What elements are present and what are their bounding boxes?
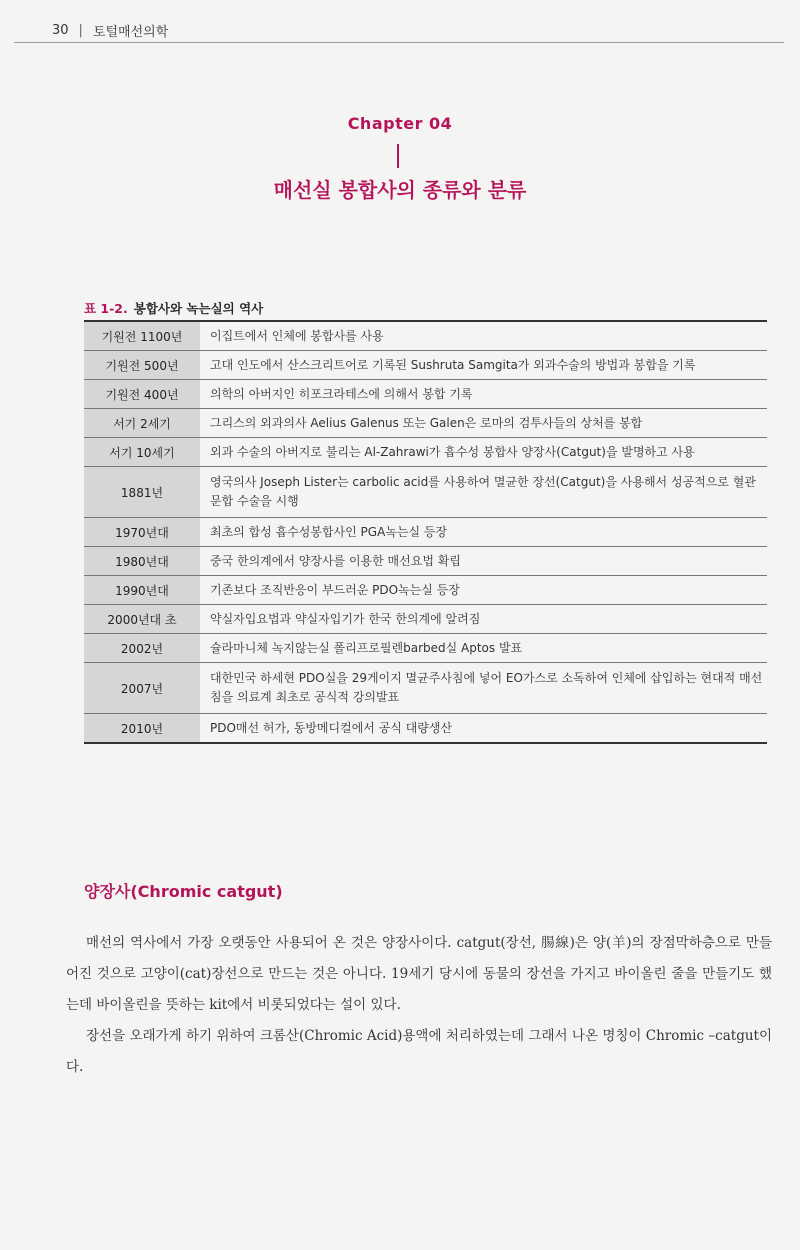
- book-title: 토털매선의학: [92, 24, 169, 40]
- table-row: [84, 409, 767, 438]
- chapter-divider: [397, 144, 399, 168]
- table-row: [84, 634, 767, 663]
- year-cell: 2010년: [84, 714, 200, 744]
- paragraph: 장선을 오래가게 하기 위하여 크롬산(Chromic Acid)용액에 처리하였는데 그래서 나온 명칭이 Chromic –catgut이다.: [66, 1028, 772, 1075]
- running-header: [14, 18, 784, 43]
- table-caption: [84, 299, 263, 317]
- table-row: [84, 663, 767, 714]
- year-cell: 기원전 1100년: [84, 321, 200, 351]
- page-number: 30: [52, 22, 69, 38]
- table-row: [84, 576, 767, 605]
- history-table: [84, 320, 767, 744]
- table-row: [84, 438, 767, 467]
- chapter-title: 매선실 봉합사의 종류와 분류: [273, 178, 527, 202]
- year-cell: 기원전 500년: [84, 351, 200, 380]
- description-cell: PDO매선 허가, 동방메디컬에서 공식 대량생산: [200, 714, 767, 744]
- description-cell: 대한민국 하세현 PDO실을 29게이지 멸균주사침에 넣어 EO가스로 소독하여 인체에 삽입하는 현대적 매선침을 의료계 최초로 공식적 강의발표: [200, 663, 767, 714]
- description-cell: 외과 수술의 아버지로 불리는 Al-Zahrawi가 흡수성 봉합사 양장사(Catgut)을 발명하고 사용: [200, 438, 767, 467]
- year-cell: 2000년대 초: [84, 605, 200, 634]
- year-cell: 1980년대: [84, 547, 200, 576]
- year-cell: 2007년: [84, 663, 200, 714]
- table-caption-number: 표 1-2.: [84, 301, 128, 316]
- table-row: [84, 547, 767, 576]
- paragraph: 매선의 역사에서 가장 오랫동안 사용되어 온 것은 양장사이다. catgut(장선, 腸線)은 양(羊)의 장점막하층으로 만들어진 것으로 고양이(cat)장선으로 만드는 것은 아니다. 19세기 당시에 동물의 장선을 가지고 바이올린 줄을 만들기도 했는데 바이올린을 뜻하는 kit에서 비롯되었다는 설이 있다.: [66, 935, 772, 1013]
- description-cell: 슐라마니체 녹지않는실 폴리프로필렌barbed실 Aptos 발표: [200, 634, 767, 663]
- description-cell: 그리스의 외과의사 Aelius Galenus 또는 Galen은 로마의 검투사들의 상처를 봉합: [200, 409, 767, 438]
- year-cell: 서기 2세기: [84, 409, 200, 438]
- table-row: [84, 605, 767, 634]
- table-row: [84, 714, 767, 744]
- table-row: [84, 321, 767, 351]
- description-cell: 기존보다 조직반응이 부드러운 PDO녹는실 등장: [200, 576, 767, 605]
- description-cell: 의학의 아버지인 히포크라테스에 의해서 봉합 기록: [200, 380, 767, 409]
- table-row: [84, 351, 767, 380]
- section-heading: 양장사(Chromic catgut): [84, 882, 283, 901]
- table-row: [84, 467, 767, 518]
- description-cell: 영국의사 Joseph Lister는 carbolic acid를 사용하여 멸균한 장선(Catgut)을 사용해서 성공적으로 혈관 문합 수술을 시행: [200, 467, 767, 518]
- description-cell: 최초의 합성 흡수성봉합사인 PGA녹는실 등장: [200, 518, 767, 547]
- description-cell: 이집트에서 인체에 봉합사를 사용: [200, 321, 767, 351]
- description-cell: 약실자입요법과 약실자입기가 한국 한의계에 알려짐: [200, 605, 767, 634]
- year-cell: 1990년대: [84, 576, 200, 605]
- table-caption-text: 봉합사와 녹는실의 역사: [133, 301, 264, 316]
- table-row: [84, 380, 767, 409]
- body-text: [66, 928, 772, 1083]
- description-cell: 중국 한의계에서 양장사를 이용한 매선요법 확립: [200, 547, 767, 576]
- year-cell: 1970년대: [84, 518, 200, 547]
- chapter-label: Chapter 04: [347, 114, 453, 133]
- table-row: [84, 518, 767, 547]
- year-cell: 서기 10세기: [84, 438, 200, 467]
- year-cell: 기원전 400년: [84, 380, 200, 409]
- description-cell: 고대 인도에서 산스크리트어로 기록된 Sushruta Samgita가 외과수술의 방법과 봉합을 기록: [200, 351, 767, 380]
- header-divider: |: [78, 22, 83, 38]
- year-cell: 1881년: [84, 467, 200, 518]
- year-cell: 2002년: [84, 634, 200, 663]
